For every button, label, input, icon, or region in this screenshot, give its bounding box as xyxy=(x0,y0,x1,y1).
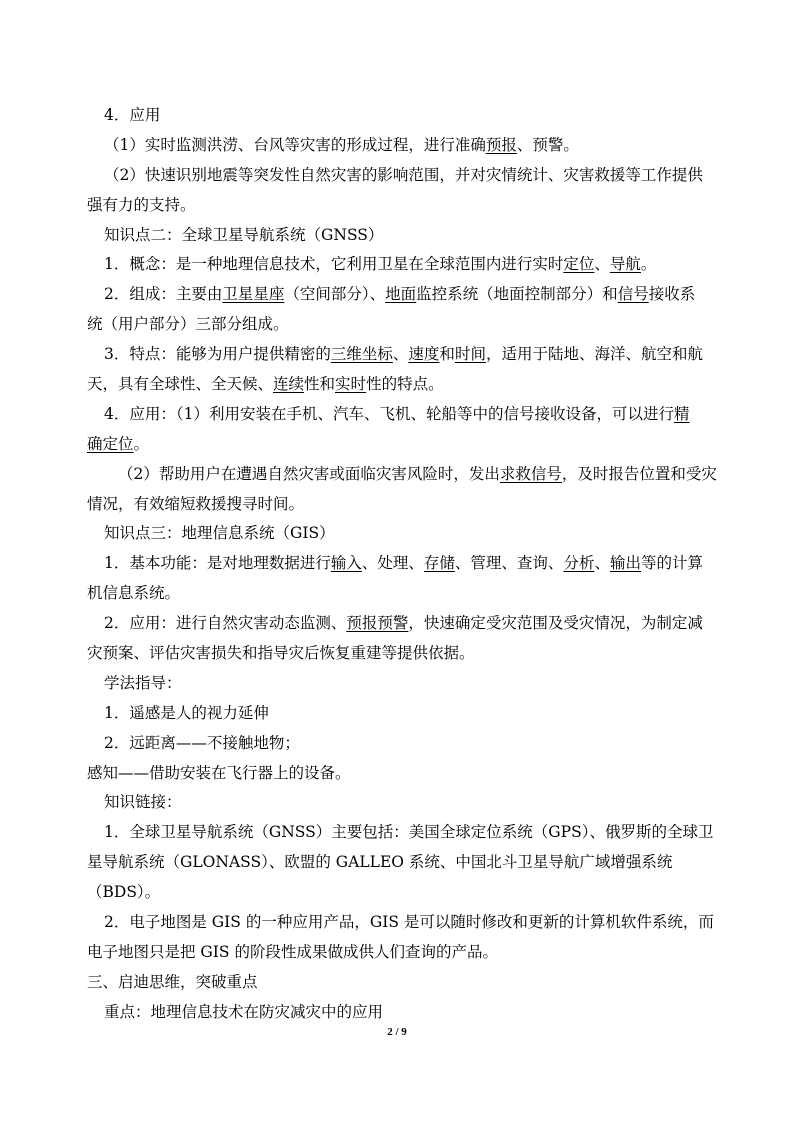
text-segment: 2．远距离——不接触地物； xyxy=(104,733,300,752)
text-segment: 性和 xyxy=(304,375,336,394)
underlined-term: 信号 xyxy=(617,285,649,304)
text-segment: 3．特点：能够为用户提供精密的 xyxy=(104,345,331,364)
text-segment: 强有力的支持。 xyxy=(87,195,196,214)
text-line xyxy=(87,310,727,340)
text-line xyxy=(87,101,727,131)
text-segment: 、管理、查询、 xyxy=(454,554,564,573)
underlined-term: 确定位 xyxy=(87,434,134,453)
text-segment: 知识点三：地理信息系统（GIS） xyxy=(104,524,335,543)
text-line xyxy=(87,878,727,908)
underlined-term: 分析 xyxy=(563,554,595,573)
text-line xyxy=(87,968,727,998)
text-segment: （空间部分）、 xyxy=(284,285,386,304)
text-segment: 学法指导： xyxy=(104,673,182,692)
text-segment: 知识点二：全球卫星导航系统（GNSS） xyxy=(104,225,384,244)
underlined-term: 输出 xyxy=(609,554,641,573)
underlined-term: 实时 xyxy=(335,375,367,394)
text-segment: 性的特点。 xyxy=(366,375,444,394)
text-segment: 三、启迪思维，突破重点 xyxy=(87,972,258,991)
text-segment: （1）实时监测洪涝、台风等灾害的形成过程，进行准确 xyxy=(104,135,486,154)
text-segment: 星导航系统（GLONASS）、欧盟的 GALLEO 系统、中国北斗卫星导航广域增强系统 xyxy=(87,853,673,872)
text-line xyxy=(87,191,727,221)
text-line xyxy=(87,549,727,579)
text-segment: ，快速确定受灾范围及受灾情况，为制定减 xyxy=(408,614,703,633)
text-segment: 2．应用：进行自然灾害动态监测、 xyxy=(104,614,347,633)
text-line xyxy=(87,280,727,310)
document-body xyxy=(87,101,727,1028)
text-line xyxy=(87,221,727,251)
text-segment: （2）快速识别地震等突发性自然灾害的影响范围，并对灾情统计、灾害救援等工作提供 xyxy=(104,165,703,184)
text-segment: 1．基本功能：是对地理数据进行 xyxy=(104,554,331,573)
text-segment: 、 xyxy=(594,255,610,274)
text-line xyxy=(87,340,727,370)
text-segment: ，及时报告位置和受灾 xyxy=(561,464,717,483)
text-segment: ，适用于陆地、海洋、航空和航 xyxy=(485,345,703,364)
underlined-term: 连续 xyxy=(273,375,305,394)
text-segment: 2．组成：主要由 xyxy=(104,285,223,304)
text-segment: 情况，有效缩短救援搜寻时间。 xyxy=(87,494,305,513)
underlined-term: 卫星星座 xyxy=(222,285,285,304)
text-segment: 知识链接： xyxy=(104,793,182,812)
underlined-term: 输入 xyxy=(330,554,362,573)
text-line xyxy=(87,460,727,490)
text-line xyxy=(87,848,727,878)
text-segment: 机信息系统。 xyxy=(87,584,181,603)
text-segment: 、预警。 xyxy=(516,135,579,154)
underlined-term: 三维坐标 xyxy=(330,345,393,364)
text-line xyxy=(87,938,727,968)
underlined-term: 预报 xyxy=(485,135,517,154)
text-segment: 2．电子地图是 GIS 的一种应用产品，GIS 是可以随时修改和更新的计算机软件系统，而 xyxy=(104,913,714,932)
text-segment: 等的计算 xyxy=(640,554,703,573)
text-segment: 1．遥感是人的视力延伸 xyxy=(104,703,269,722)
text-line xyxy=(87,430,727,460)
text-line xyxy=(87,250,727,280)
text-line xyxy=(87,400,727,430)
text-line xyxy=(87,161,727,191)
text-segment: 电子地图只是把 GIS 的阶段性成果做成供人们查询的产品。 xyxy=(87,942,498,961)
text-line xyxy=(87,131,727,161)
underlined-term: 存储 xyxy=(423,554,455,573)
text-segment: （BDS）。 xyxy=(87,883,161,902)
underlined-term: 求救信号 xyxy=(499,464,562,483)
text-segment: 感知——借助安装在飞行器上的设备。 xyxy=(87,763,351,782)
text-segment: 4．应用：（1）利用安装在手机、汽车、飞机、轮船等中的信号接收设备，可以进行 xyxy=(104,404,674,423)
text-line xyxy=(87,908,727,938)
text-line xyxy=(87,788,727,818)
text-line xyxy=(87,669,727,699)
text-segment: 4．应用 xyxy=(104,106,161,124)
text-segment: 。 xyxy=(640,255,657,274)
text-line xyxy=(87,519,727,549)
text-segment: 接收系 xyxy=(648,285,696,304)
text-segment: 天，具有全球性、全天候、 xyxy=(87,375,274,394)
text-segment: 重点：地理信息技术在防灾减灾中的应用 xyxy=(104,1002,384,1021)
underlined-term: 地面 xyxy=(385,285,417,304)
text-line xyxy=(87,699,727,729)
text-line xyxy=(87,370,727,400)
underlined-term: 导航 xyxy=(609,255,641,274)
text-segment: 统（用户部分）三部分组成。 xyxy=(87,315,289,334)
text-segment: 监控系统（地面控制部分）和 xyxy=(416,285,618,304)
text-line xyxy=(87,759,727,789)
text-line xyxy=(87,818,727,848)
underlined-term: 定位 xyxy=(563,255,595,274)
underlined-term: 时间 xyxy=(454,345,486,364)
underlined-term: 预报预警 xyxy=(346,614,409,633)
text-segment: 、 xyxy=(392,345,409,364)
page-number: 2 / 9 xyxy=(387,1026,407,1038)
text-line xyxy=(87,729,727,759)
text-line xyxy=(87,490,727,520)
text-line xyxy=(87,639,727,669)
text-segment: 和 xyxy=(439,345,455,364)
text-line xyxy=(87,998,727,1028)
text-line xyxy=(87,609,727,639)
text-line xyxy=(87,579,727,609)
text-segment: 灾预案、评估灾害损失和指导灾后恢复重建等提供依据。 xyxy=(87,644,475,663)
text-segment: 、 xyxy=(594,554,610,573)
text-segment: 1．全球卫星导航系统（GNSS）主要包括：美国全球定位系统（GPS）、俄罗斯的全球卫 xyxy=(104,823,714,842)
text-segment: 。 xyxy=(133,434,150,453)
text-segment: （2）帮助用户在遭遇自然灾害或面临灾害风险时，发出 xyxy=(118,464,500,483)
text-segment: 1．概念：是一种地理信息技术，它利用卫星在全球范围内进行实时 xyxy=(104,255,564,274)
underlined-term: 精 xyxy=(673,404,690,423)
text-segment: 、处理、 xyxy=(361,554,424,573)
underlined-term: 速度 xyxy=(408,345,440,364)
